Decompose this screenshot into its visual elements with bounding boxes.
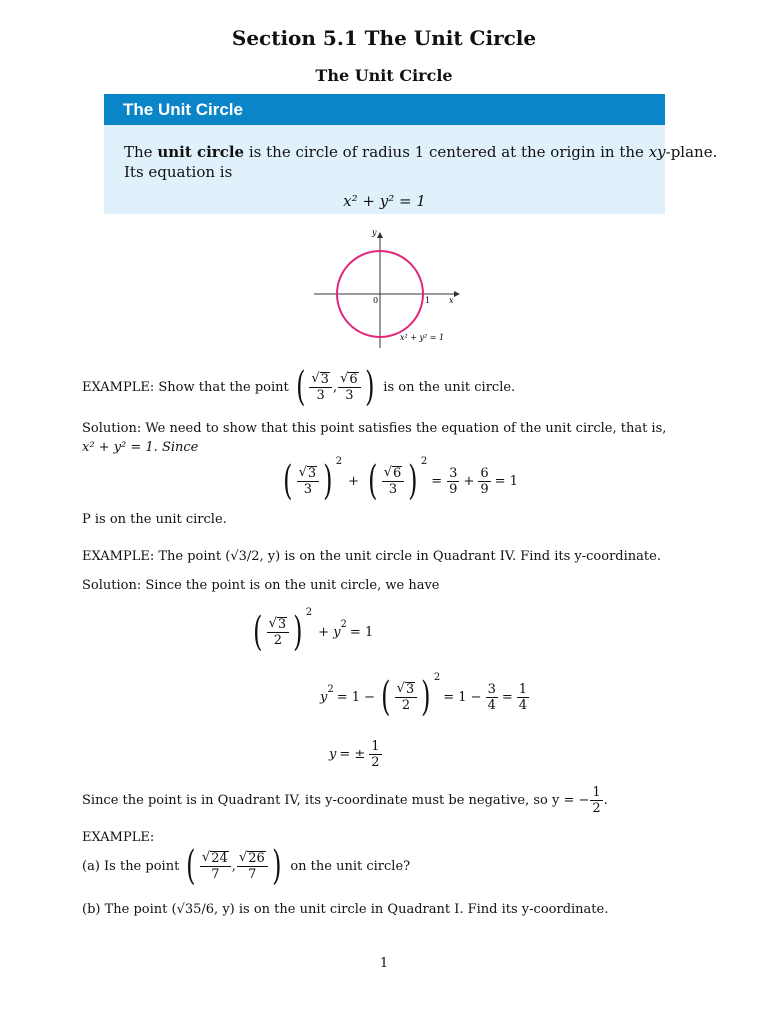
page-title: Section 5.1 The Unit Circle [231,26,537,50]
y-axis-label: y [372,228,377,237]
unit-circle-figure [312,224,462,350]
example3-label: EXAMPLE: [82,830,155,845]
example2-statement: EXAMPLE: The point (√3/2, y) is on the unit circle in Quadrant IV. Find its y-coordinate. [82,549,661,564]
example1-conclusion: P is on the unit circle. [82,512,227,527]
x-axis-arrow [454,291,460,297]
definition-line-2: Its equation is [124,163,233,181]
example1-solution-line-1: Solution: We need to show that this point satisfies the equation of the unit circle, that is, [82,421,667,436]
definition-line-1: The unit circle is the circle of radius 1 centered at the origin in the xy-plane. [124,143,718,161]
example2-solution: Solution: Since the point is on the unit circle, we have [82,578,440,593]
example2-step-2: y $^2$ = 1 − ( √ 3 2 ) $^2$ = 1 − $\frac{3}{4}$ = $\frac{1}{4}$ [320,672,528,720]
x-axis-label: x [449,296,454,305]
definition-box [104,94,718,214]
example2-step-1: ( √ 3 2 ) $^2$ + y $^2$ = 1 [253,607,374,655]
unit-circle-equation: x² + y² = 1 [343,192,426,210]
example1-computation: ( √ 3 3 ) $^2$ + ( √ 6 3 ) $^2$ = $\frac{3}{9}$ + $\frac{6}{9}$ = 1 [283,456,518,504]
definition-box-header [104,94,665,125]
definition-box-heading: The Unit Circle [123,100,243,119]
page-number: 1 [379,956,389,971]
example3-part-b: (b) The point (√35/6, y) is on the unit circle in Quadrant I. Find its y-coordinate. [82,902,609,917]
example3-part-a: (a) Is the point ( √ 24 7 , √ 26 7 ) on the unit circle? [82,843,411,889]
one-label: 1 [425,296,431,305]
y-axis-arrow [377,232,383,238]
example1-solution-line-2: x² + y² = 1. Since [82,440,199,455]
example2-conclusion: Since the point is in Quadrant IV, its y-coordinate must be negative, so y = − $\frac{1}{2}$ . [82,784,608,816]
example2-step-3: y = ± $\frac{1}{2}$ [329,738,380,770]
section-subtitle: The Unit Circle [315,66,453,85]
circle-equation-label: x² + y² = 1 [400,333,445,342]
origin-label: 0 [373,296,379,305]
example1-statement: EXAMPLE: Show that the point ( √ 3 3 , √ 6 3 ) is on the unit circle. [82,364,516,410]
